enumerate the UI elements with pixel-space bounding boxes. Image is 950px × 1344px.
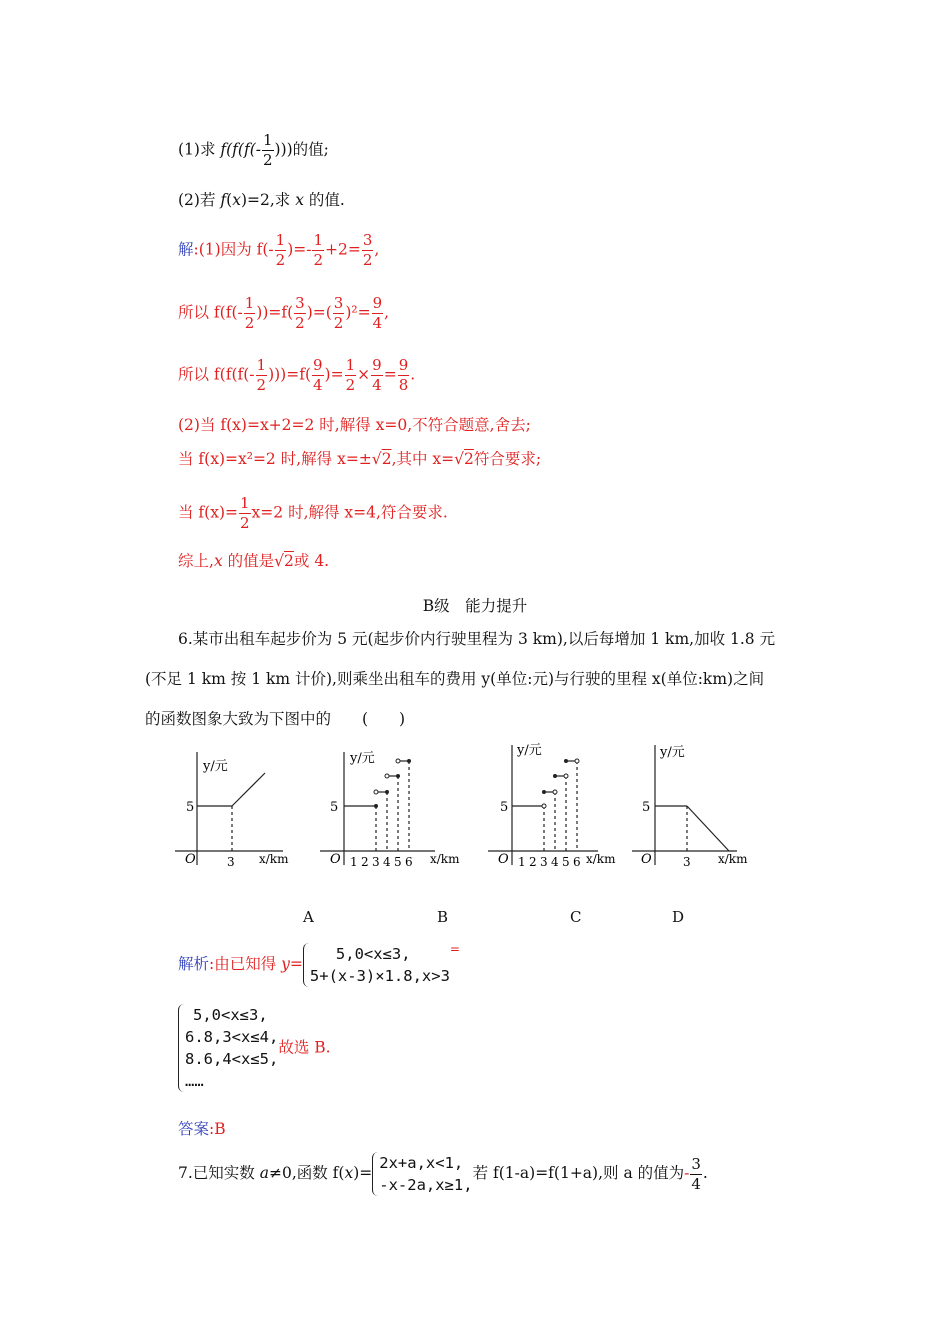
answer-value: :B <box>209 1120 226 1138</box>
text: y= <box>281 955 303 973</box>
origin-label: O <box>330 852 341 867</box>
numerator: 1 <box>240 494 250 512</box>
numerator: 1 <box>275 231 286 249</box>
option-a-label: A <box>303 908 314 926</box>
answer-line <box>178 1122 226 1138</box>
q5-part1 <box>178 131 329 170</box>
text: ))=f( <box>256 303 294 322</box>
x-tick: 2 <box>361 855 369 869</box>
y-axis-label: y/元 <box>517 743 542 758</box>
x-axis-label: x/km <box>430 852 460 866</box>
x-tick: 3 <box>372 855 380 869</box>
conclusion: 故选 B. <box>278 1038 331 1057</box>
solution-conclusion <box>178 554 329 570</box>
text: ( <box>226 191 233 209</box>
text: 7.已知实数 <box>178 1164 260 1182</box>
x-tick: 5 <box>394 855 402 869</box>
denominator: 2 <box>240 514 250 532</box>
fraction <box>294 294 306 333</box>
origin-label: O <box>641 852 652 867</box>
fraction <box>372 294 384 333</box>
text: )²= <box>345 303 371 322</box>
case: 8.6,4<x≤5, <box>185 1050 279 1068</box>
denominator: 2 <box>295 314 305 332</box>
section-title: B级 能力提升 <box>422 597 528 615</box>
x-tick: 4 <box>383 855 391 869</box>
numerator: 3 <box>362 231 373 249</box>
text: ≠0,函数 f( <box>268 1164 345 1182</box>
x-axis-label: x/km <box>259 852 289 866</box>
text: )))=f( <box>268 365 311 384</box>
text: x <box>344 1164 354 1182</box>
answer-fraction <box>690 1155 702 1194</box>
text: )= <box>324 365 344 384</box>
case: 2x+a,x<1, <box>379 1154 464 1172</box>
text: (2)若 <box>178 191 221 209</box>
q6-line-3: 的函数图象大致为下图中的 ( ) <box>145 710 406 728</box>
text: 所以 f(f(- <box>178 303 243 322</box>
text: x=2 时,解得 x=4,符合要求. <box>251 503 448 522</box>
text: 若 f(1-a)=f(1+a),则 a 的值为 <box>472 1164 685 1182</box>
x-tick: 4 <box>551 855 559 869</box>
case: 5,0<x≤3, <box>193 1006 268 1024</box>
text: 的值. <box>303 191 345 209</box>
sqrt-symbol: √ <box>274 552 285 570</box>
fraction <box>262 131 274 170</box>
y-tick-5: 5 <box>186 800 195 815</box>
solution-label: 解 <box>178 240 194 259</box>
fraction <box>256 356 268 395</box>
numerator: 1 <box>244 294 255 312</box>
solution-line-4: (2)当 f(x)=x+2=2 时,解得 x=0,不符合题意,舍去; <box>178 416 531 434</box>
y-axis-label: y/元 <box>203 759 228 774</box>
fraction <box>239 494 251 533</box>
piecewise-function <box>372 1152 472 1196</box>
q6-line-1: 6.某市出租车起步价为 5 元(起步价内行驶里程为 3 km),以后每增加 1 km,加收 1.8 元 <box>178 630 776 648</box>
text: , <box>374 240 380 259</box>
case: -x-2a,x≥1, <box>379 1176 473 1194</box>
piecewise-system-1 <box>303 943 450 987</box>
text: = <box>449 942 460 956</box>
text: (1)求 <box>178 140 221 159</box>
origin-label: O <box>185 852 196 867</box>
x-tick: 5 <box>562 855 570 869</box>
text: )=( <box>306 303 332 322</box>
origin-label: O <box>498 852 509 867</box>
text: × <box>357 365 371 384</box>
x-tick: 6 <box>405 855 413 869</box>
fraction <box>244 294 256 333</box>
text: a <box>259 1164 269 1182</box>
text: 的值是 <box>222 552 275 570</box>
denominator: 2 <box>313 251 324 269</box>
graph-b <box>320 740 465 875</box>
option-b-label: B <box>437 908 449 926</box>
text: , <box>384 303 390 322</box>
piecewise-system-2 <box>178 1004 331 1092</box>
sqrt-symbol: √ <box>454 450 465 468</box>
text: )=- <box>287 240 312 259</box>
text: x <box>295 191 304 209</box>
numerator: 9 <box>372 294 383 312</box>
denominator: 2 <box>275 251 286 269</box>
case: 5,0<x≤3, <box>335 945 411 963</box>
y-axis-label: y/元 <box>660 745 685 760</box>
text: . <box>702 1164 708 1182</box>
x-tick: 3 <box>540 855 548 869</box>
option-d-label: D <box>672 908 685 926</box>
text: f <box>220 191 227 209</box>
denominator: 4 <box>372 314 383 332</box>
text: )= <box>353 1164 373 1182</box>
fraction <box>371 356 383 395</box>
radicand: 2 <box>381 450 392 468</box>
case: 5+(x-3)×1.8,x>3 <box>309 967 450 985</box>
numerator: 1 <box>256 356 267 374</box>
text: 或 4. <box>293 552 330 570</box>
y-tick-5: 5 <box>500 800 509 815</box>
numerator: 1 <box>313 231 324 249</box>
text: 所以 f(f(f(- <box>178 365 255 384</box>
denominator: 2 <box>262 151 273 169</box>
q7-line <box>178 1152 708 1196</box>
fraction <box>362 231 374 270</box>
denominator: 4 <box>691 1174 701 1193</box>
case: 6.8,3<x≤4, <box>185 1028 279 1046</box>
numerator: 3 <box>295 294 305 312</box>
denominator: 2 <box>362 251 373 269</box>
sqrt-symbol: √ <box>371 450 382 468</box>
text: . <box>410 365 416 384</box>
solution-line-6 <box>178 494 448 533</box>
radicand: 2 <box>464 450 474 468</box>
case: …… <box>185 1072 204 1090</box>
x-tick-3: 3 <box>227 855 235 869</box>
fraction <box>312 231 324 270</box>
y-axis-label: y/元 <box>350 751 375 766</box>
numerator: 1 <box>262 131 273 149</box>
x-tick: 1 <box>350 855 358 869</box>
fraction <box>398 356 410 395</box>
option-c-label: C <box>570 908 582 926</box>
denominator: 8 <box>398 376 409 394</box>
text: 综上, <box>178 552 214 570</box>
text: 当 f(x)= <box>178 503 238 522</box>
graph-d <box>632 740 757 875</box>
y-tick-5: 5 <box>330 800 339 815</box>
text: )))的值; <box>274 140 329 159</box>
denominator: 4 <box>372 376 382 394</box>
piecewise-brace <box>178 1004 278 1092</box>
answer-label: 答案 <box>178 1120 210 1138</box>
denominator: 4 <box>313 376 323 394</box>
text: = <box>383 365 397 384</box>
x-axis-label: x/km <box>586 852 616 866</box>
text: 当 f(x)=x²=2 时,解得 x=± <box>178 450 372 468</box>
text: )=2,求 <box>240 191 296 209</box>
numerator: 9 <box>372 356 382 374</box>
solution-line-2 <box>178 294 389 333</box>
numerator: 1 <box>345 356 356 374</box>
x-tick: 6 <box>573 855 581 869</box>
fraction <box>312 356 324 395</box>
solution-line-1 <box>178 231 379 270</box>
x-tick-3: 3 <box>683 855 691 869</box>
numerator: 3 <box>333 294 344 312</box>
x-tick: 1 <box>518 855 526 869</box>
text: :(1)因为 f(- <box>193 240 274 259</box>
text: ,其中 x= <box>391 450 455 468</box>
text: +2= <box>325 240 361 259</box>
fraction <box>345 356 357 395</box>
y-tick-5: 5 <box>642 800 651 815</box>
text: 符合要求; <box>473 450 542 468</box>
numerator: 9 <box>398 356 409 374</box>
analysis-line <box>178 943 460 987</box>
graph-c <box>488 740 623 875</box>
denominator: 2 <box>345 376 356 394</box>
q5-part2 <box>178 193 345 209</box>
graph-a <box>175 740 300 875</box>
text: x <box>213 552 223 570</box>
text: :由已知得 <box>209 955 282 973</box>
fraction <box>275 231 287 270</box>
text: f(f(f(- <box>220 140 261 159</box>
text: - <box>684 1164 690 1182</box>
fraction <box>333 294 345 333</box>
x-axis-label: x/km <box>718 852 748 866</box>
q6-line-2: (不足 1 km 按 1 km 计价),则乘坐出租车的费用 y(单位:元)与行驶的里程 x(单位:km)之间 <box>145 670 765 688</box>
solution-line-5 <box>178 452 541 468</box>
solution-line-3 <box>178 356 415 395</box>
x-tick: 2 <box>529 855 537 869</box>
denominator: 2 <box>244 314 255 332</box>
radicand: 2 <box>284 552 294 570</box>
analysis-label: 解析 <box>178 955 210 973</box>
denominator: 2 <box>256 376 267 394</box>
numerator: 9 <box>313 356 323 374</box>
denominator: 2 <box>333 314 344 332</box>
numerator: 3 <box>691 1154 701 1173</box>
text: x <box>232 191 241 209</box>
